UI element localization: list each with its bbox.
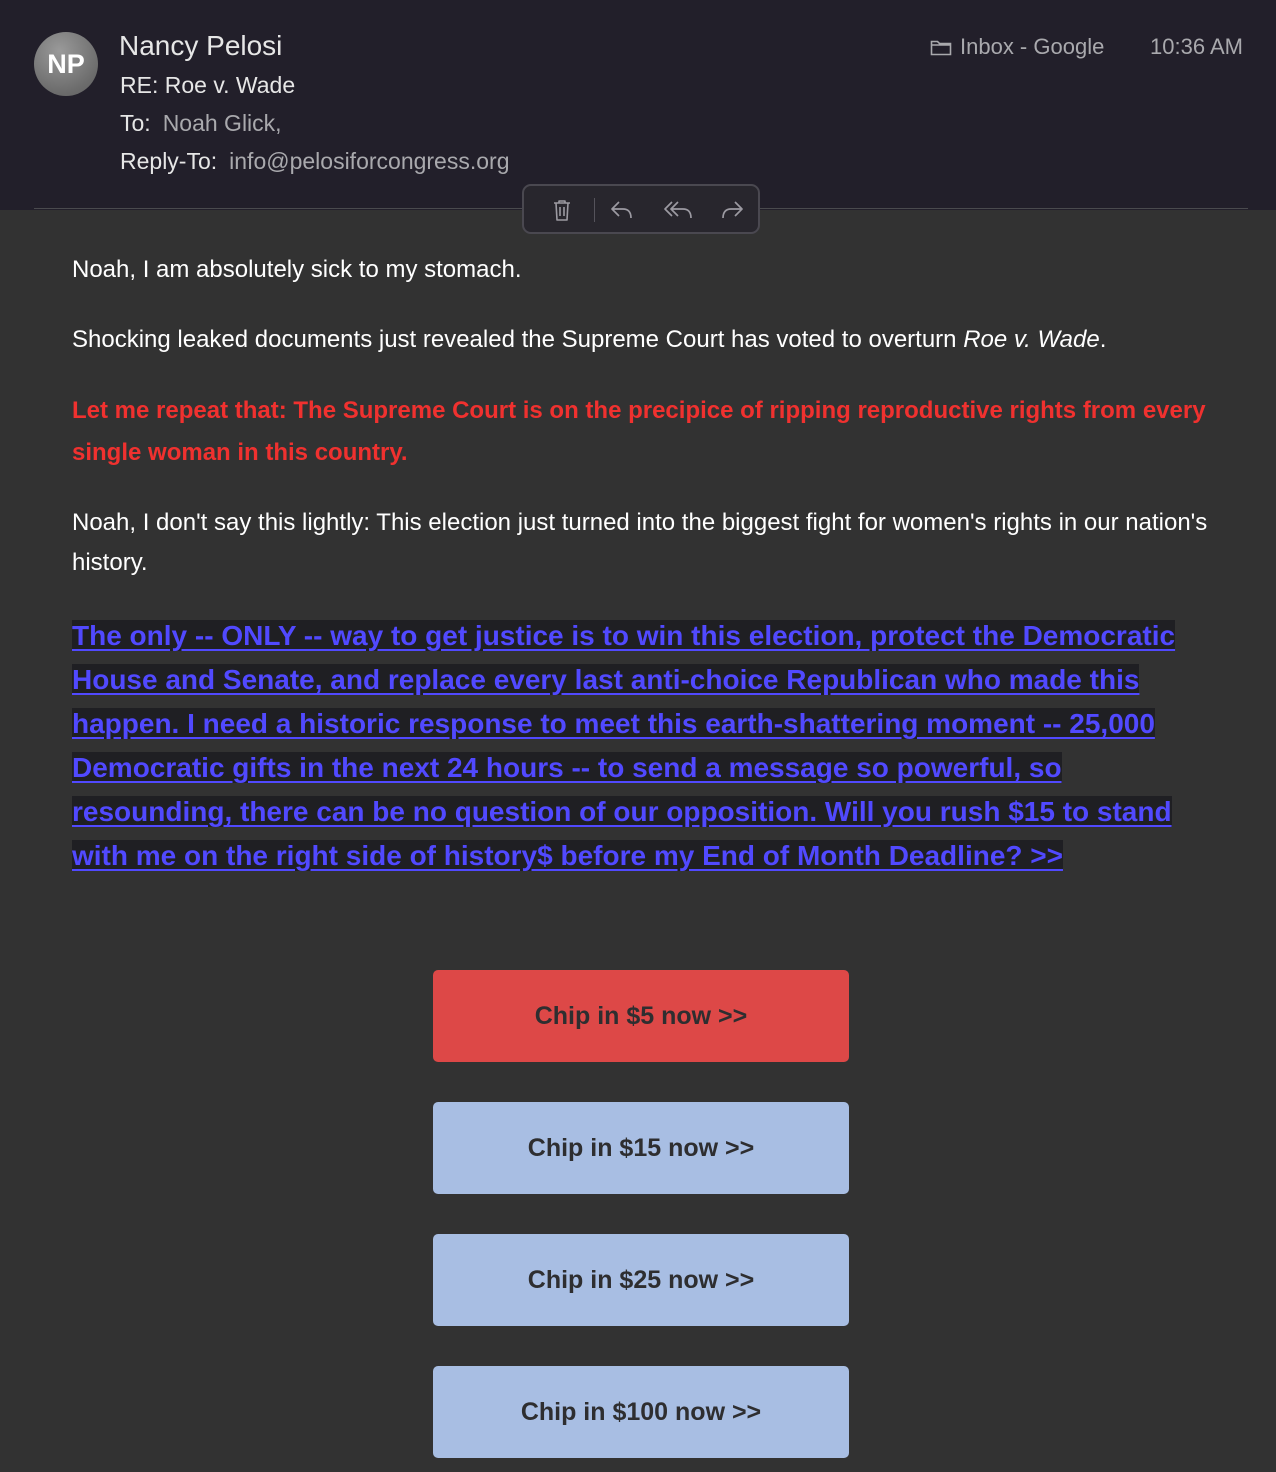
to-row <box>120 110 282 137</box>
mailbox-name: Inbox - Google <box>960 34 1105 59</box>
highlight-paragraph: Let me repeat that: The Supreme Court is on the precipice of ripping reproductive rights from every single woman in this country. <box>72 397 1206 466</box>
donation-link[interactable]: The only -- ONLY -- way to get justice is to win this election, protect the Democratic House and Senate, and replace every last anti-choice Republican who made this happen. I need a historic response to meet this earth-shattering moment -- 25,000 Democratic gifts in the next 24 hours -- to send a message so powerful, so resounding, there can be no question of our opposition. Will you rush $15 to stand with me on the right side of history$ before my End of Month Deadline? >> <box>72 620 1176 871</box>
reply-to-label: Reply-To: <box>120 148 218 174</box>
body-paragraph-4: Noah, I don't say this lightly: This election just turned into the biggest fight for women's rights in our nation's history. <box>72 509 1208 576</box>
p2-text: Shocking leaked documents just revealed the Supreme Court has voted to overturn <box>72 326 964 353</box>
email-header <box>0 0 1276 210</box>
donate-25-button[interactable]: Chip in $25 now >> <box>433 1234 849 1326</box>
message-toolbar <box>522 184 760 234</box>
folder-icon <box>930 38 952 56</box>
body-paragraph-2 <box>72 320 1212 360</box>
donate-100-button[interactable]: Chip in $100 now >> <box>433 1366 849 1458</box>
reply-all-icon[interactable] <box>662 196 696 224</box>
reply-to-address[interactable]: info@pelosiforcongress.org <box>229 148 510 174</box>
reply-to-row <box>120 148 509 175</box>
sender-name[interactable]: Nancy Pelosi <box>119 30 283 61</box>
received-time: 10:36 AM <box>1150 34 1243 59</box>
reply-icon[interactable] <box>608 196 636 224</box>
forward-icon[interactable] <box>718 196 746 224</box>
case-name: Roe v. Wade <box>963 326 1100 353</box>
to-recipient[interactable]: Noah Glick, <box>162 110 282 136</box>
body-paragraph-1: Noah, I am absolutely sick to my stomach. <box>72 256 522 283</box>
donation-link-paragraph <box>72 614 1212 878</box>
p2-end: . <box>1099 326 1107 353</box>
avatar: NP <box>34 32 98 96</box>
donate-15-button[interactable]: Chip in $15 now >> <box>433 1102 849 1194</box>
to-label: To: <box>120 110 151 136</box>
mailbox-indicator[interactable] <box>930 34 1104 60</box>
toolbar-separator <box>594 198 595 222</box>
email-subject: RE: Roe v. Wade <box>120 72 296 98</box>
trash-icon[interactable] <box>548 196 576 224</box>
donate-5-button[interactable]: Chip in $5 now >> <box>433 970 849 1062</box>
